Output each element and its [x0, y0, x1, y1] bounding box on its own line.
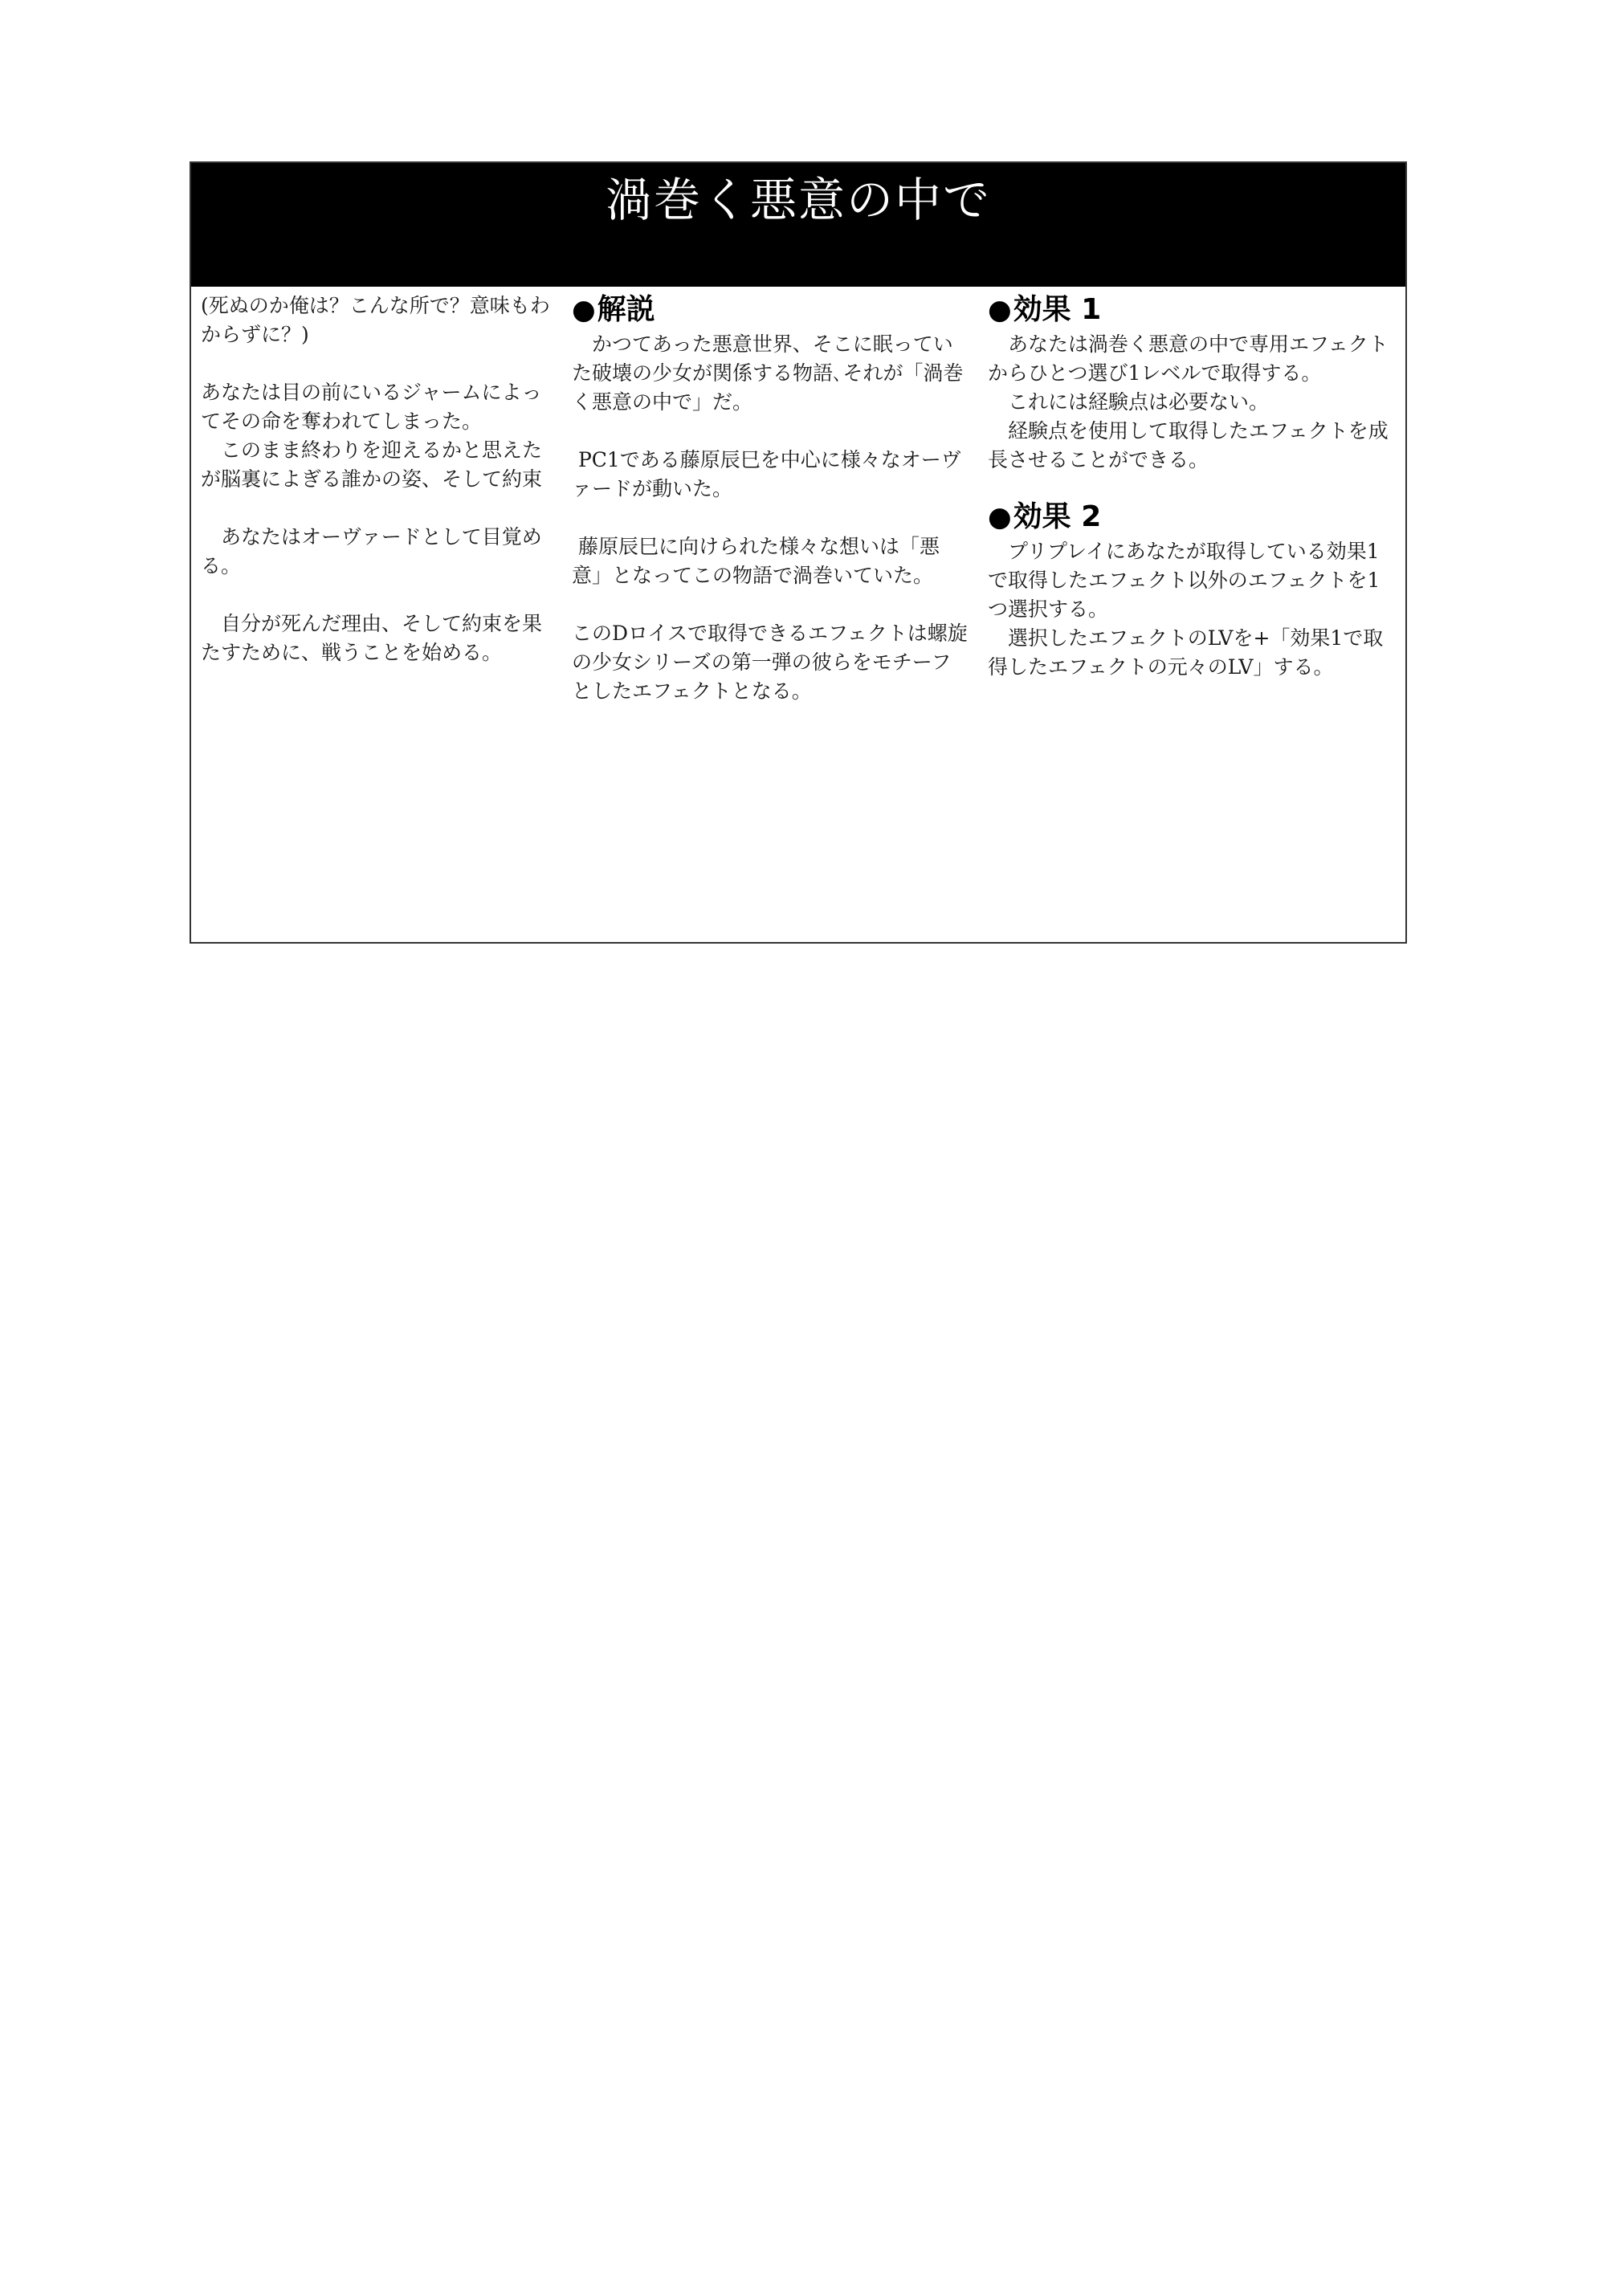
bullet-icon: ●: [572, 294, 596, 326]
flavor-paragraph: (死ぬのか俺は？こんな所で？意味もわからずに？): [201, 294, 550, 346]
card-title: 渦巻く悪意の中で: [605, 173, 991, 227]
effect-card: [190, 161, 1407, 944]
effect-1-heading: ●効果 1: [988, 293, 1102, 326]
flavor-paragraph: あなたは目の前にいるジャームによってその命を奪われてしまった。: [201, 381, 542, 433]
flavor-paragraph: このまま終わりを迎えるかと思えたが脳裏によぎる誰かの姿、そして約束: [201, 438, 543, 491]
explanation-paragraph: かつてあった悪意世界、そこに眠っていた破壊の少女が関係する物語､それが「渦巻く悪意の中で」だ。: [572, 332, 964, 414]
bullet-icon: ●: [988, 501, 1012, 533]
explanation-paragraph: 藤原辰巳に向けられた様々な想いは「悪意」となってこの物語で渦巻いていた。: [572, 535, 940, 587]
flavor-paragraph: あなたはオーヴァードとして目覚める。: [201, 525, 542, 577]
effect-2-paragraph: プリプレイにあなたが取得している効果1で取得したエフェクト以外のエフェクトを1つ選択する。: [988, 540, 1380, 621]
effect-1-paragraph: これには経験点は必要ない。: [1008, 390, 1270, 414]
explanation-heading: ●解説: [572, 293, 655, 326]
effect-1-paragraph: あなたは渦巻く悪意の中で専用エフェクトからひとつ選び1レベルで取得する。: [988, 332, 1389, 385]
flavor-text-column: [201, 292, 554, 667]
effect-1-paragraph: 経験点を使用して取得したエフェクトを成長させることができる。: [988, 419, 1389, 471]
bullet-icon: ●: [988, 294, 1012, 326]
explanation-paragraph: PC1である藤原辰巳を中心に様々なオーヴァードが動いた。: [572, 448, 961, 500]
effect-2-paragraph: 選択したエフェクトのLVを+「効果1で取得したエフェクトの元々のLV」する。: [988, 626, 1384, 679]
title-bar: [191, 163, 1405, 287]
explanation-column: [572, 292, 969, 706]
effects-column: [988, 292, 1397, 682]
effect-2-heading: ●効果 2: [988, 500, 1102, 533]
explanation-paragraph: このDロイスで取得できるエフェクトは螺旋の少女シリーズの第一弾の彼らをモチーフとしたエフェクトとなる。: [572, 622, 968, 703]
flavor-paragraph: 自分が死んだ理由、そして約束を果たすために、戦うことを始める。: [201, 612, 543, 664]
